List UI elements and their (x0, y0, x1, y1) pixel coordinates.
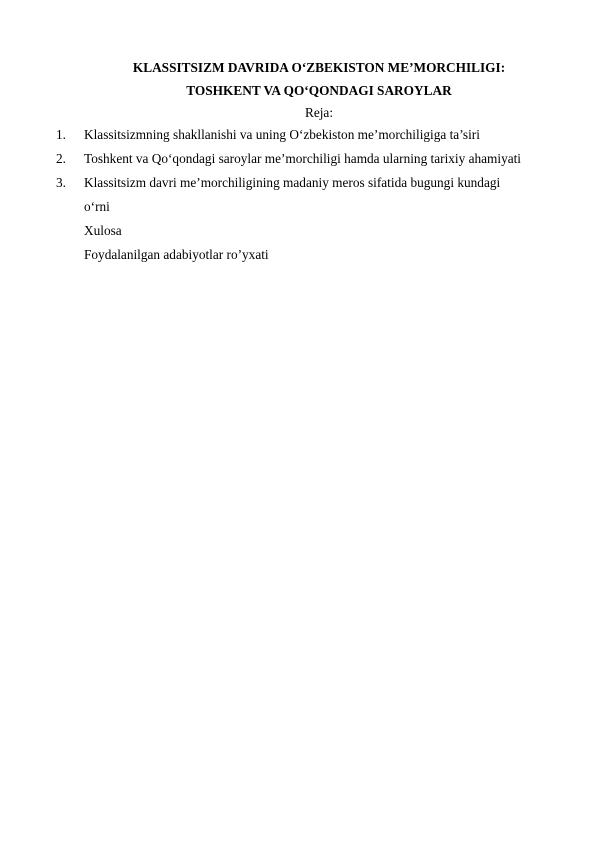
list-item-number: 2. (56, 151, 66, 166)
list-item-3-continuation: o‘rni (84, 199, 110, 214)
list-item-number: 1. (56, 127, 66, 142)
title-line-2: TOSHKENT VA QO‘QONDAGI SAROYLAR (186, 83, 452, 98)
list-item-text: Klassitsizmning shakllanishi va uning O‘zbekiston me’morchiligiga ta’siri (84, 127, 480, 142)
conclusion-entry: Xulosa (84, 223, 122, 238)
title-line-1: KLASSITSIZM DAVRIDA O‘ZBEKISTON ME’MORCHILIGI: (132, 60, 506, 75)
list-item-1 (56, 127, 576, 143)
list-item-2 (56, 151, 576, 167)
plan-label: Reja: (304, 105, 334, 120)
list-item-text: Klassitsizm davri me’morchiligining madaniy meros sifatida bugungi kundagi (84, 175, 501, 190)
references-entry: Foydalanilgan adabiyotlar ro’yxati (84, 247, 269, 262)
list-item-text: Toshkent va Qo‘qondagi saroylar me’morchiligi hamda ularning tarixiy ahamiyati (84, 151, 522, 166)
list-item-3 (56, 175, 576, 191)
list-item-number: 3. (56, 175, 66, 190)
